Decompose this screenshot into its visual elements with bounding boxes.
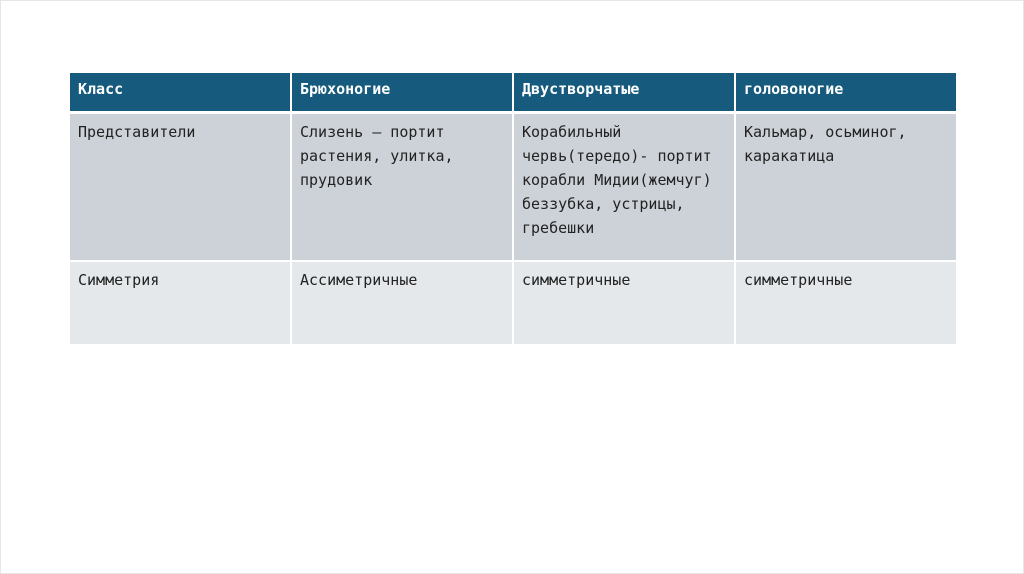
cell-bivalves-symmetry: симметричные — [513, 261, 735, 345]
row-label-representatives: Представители — [69, 113, 291, 262]
header-gastropods: Брюхоногие — [291, 73, 513, 113]
cell-gastropods-symmetry: Ассиметричные — [291, 261, 513, 345]
header-bivalves: Двустворчатые — [513, 73, 735, 113]
cell-cephalopods-symmetry: симметричные — [735, 261, 957, 345]
cell-gastropods-representatives: Слизень – портит растения, улитка, прудовик — [291, 113, 513, 262]
mollusc-class-table — [68, 73, 958, 346]
cell-bivalves-representatives: Корабильный червь(тередо)- портит корабли Мидии(жемчуг) беззубка, устрицы, гребешки — [513, 113, 735, 262]
header-class: Класс — [69, 73, 291, 113]
header-cephalopods: головоногие — [735, 73, 957, 113]
table-header-row — [69, 73, 957, 113]
row-label-symmetry: Симметрия — [69, 261, 291, 345]
table-row-representatives — [69, 113, 957, 262]
cell-cephalopods-representatives: Кальмар, осьминог, каракатица — [735, 113, 957, 262]
table-row-symmetry — [69, 261, 957, 345]
